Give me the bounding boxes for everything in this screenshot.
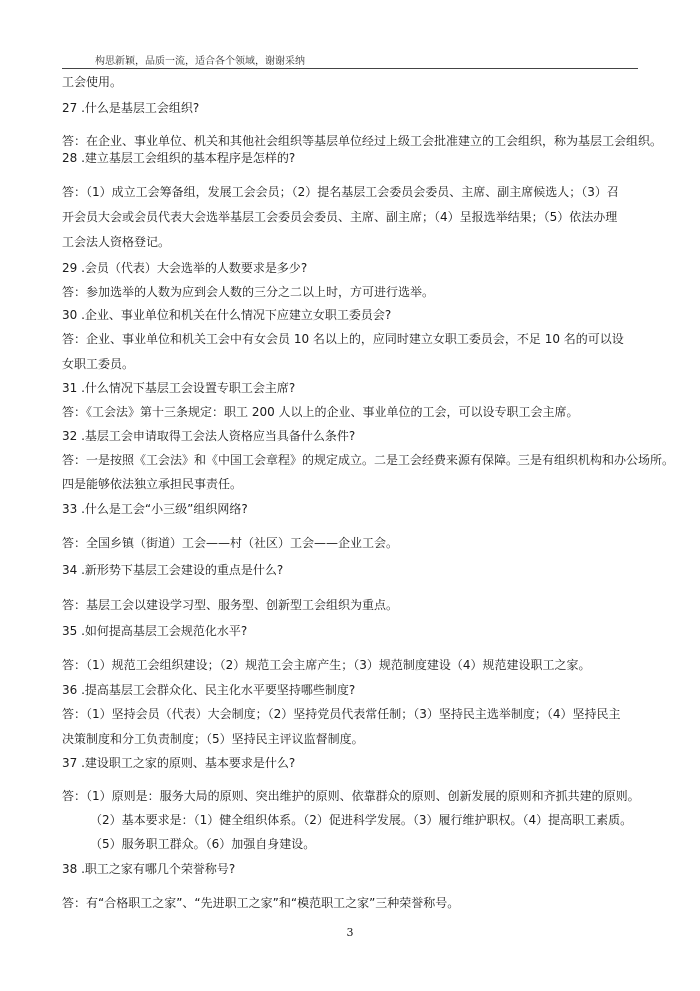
answer-27: 答：在企业、事业单位、机关和其他社会组织等基层单位经过上级工会批准建立的工会组织，称为基层工会组织。 [62, 134, 663, 148]
answer-32: 答：一是按照《工会法》和《中国工会章程》的规定成立。二是工会经费来源有保障。三是有组织机构和办公场所。 [62, 453, 675, 467]
question-37: 37 .建设职工之家的原则、基本要求是什么? [62, 756, 296, 770]
question-29: 29 .会员（代表）大会选举的人数要求是多少? [62, 261, 308, 275]
answer-37: 答：（1）原则是：服务大局的原则、突出维护的原则、依靠群众的原则、创新发展的原则和齐抓共建的原则。 [62, 789, 640, 803]
answer-30: 女职工委员。 [62, 357, 135, 371]
answer-32: 四是能够依法独立承担民事责任。 [62, 477, 243, 491]
question-27: 27 .什么是基层工会组织? [62, 101, 200, 115]
text-line: 工会使用。 [62, 75, 123, 89]
answer-36: 决策制度和分工负责制度；（5）坚持民主评议监督制度。 [62, 732, 364, 746]
question-30: 30 .企业、事业单位和机关在什么情况下应建立女职工委员会? [62, 308, 392, 322]
question-35: 35 .如何提高基层工会规范化水平? [62, 624, 248, 638]
question-33: 33 .什么是工会“小三级”组织网络? [62, 502, 248, 516]
answer-31: 答：《工会法》第十三条规定：职工 200 人以上的企业、事业单位的工会，可以设专职工会主席。 [62, 405, 579, 419]
answer-37: （5）服务职工群众。（6）加强自身建设。 [90, 837, 316, 851]
question-38: 38 .职工之家有哪几个荣誉称号? [62, 862, 236, 876]
question-28: 28 .建立基层工会组织的基本程序是怎样的? [62, 151, 296, 165]
answer-33: 答：全国乡镇（街道）工会——村（社区）工会——企业工会。 [62, 536, 399, 550]
question-31: 31 .什么情况下基层工会设置专职工会主席? [62, 381, 296, 395]
page-header: 构思新颖，品质一流，适合各个领域，谢谢采纳 [95, 56, 305, 67]
answer-37: （2）基本要求是：（1）健全组织体系。（2）促进科学发展。（3）履行维护职权。（4）提高职工素质。 [90, 813, 633, 827]
answer-29: 答：参加选举的人数为应到会人数的三分之二以上时，方可进行选举。 [62, 285, 435, 299]
answer-36: 答：（1）坚持会员（代表）大会制度；（2）坚持党员代表常任制；（3）坚持民主选举制度；（4）坚持民主 [62, 707, 621, 721]
header-rule [62, 68, 638, 69]
answer-28: 开会员大会或会员代表大会选举基层工会委员会委员、主席、副主席；（4）呈报选举结果；（5）依法办理 [62, 210, 618, 224]
question-32: 32 .基层工会申请取得工会法人资格应当具备什么条件? [62, 429, 356, 443]
question-36: 36 .提高基层工会群众化、民主化水平要坚持哪些制度? [62, 683, 356, 697]
question-34: 34 .新形势下基层工会建设的重点是什么? [62, 563, 284, 577]
answer-28: 工会法人资格登记。 [62, 235, 171, 249]
answer-34: 答：基层工会以建设学习型、服务型、创新型工会组织为重点。 [62, 598, 399, 612]
answer-35: 答：（1）规范工会组织建设；（2）规范工会主席产生；（3）规范制度建设（4）规范建设职工之家。 [62, 658, 591, 672]
page-number: 3 [346, 926, 354, 939]
answer-38: 答：有“合格职工之家”、“先进职工之家”和“模范职工之家”三种荣誉称号。 [62, 896, 460, 910]
answer-28: 答：（1）成立工会筹备组，发展工会会员；（2）提名基层工会委员会委员、主席、副主席候选人；（3）召 [62, 185, 619, 199]
answer-30: 答：企业、事业单位和机关工会中有女会员 10 名以上的，应同时建立女职工委员会，不足 10 名的可以设 [62, 332, 624, 346]
